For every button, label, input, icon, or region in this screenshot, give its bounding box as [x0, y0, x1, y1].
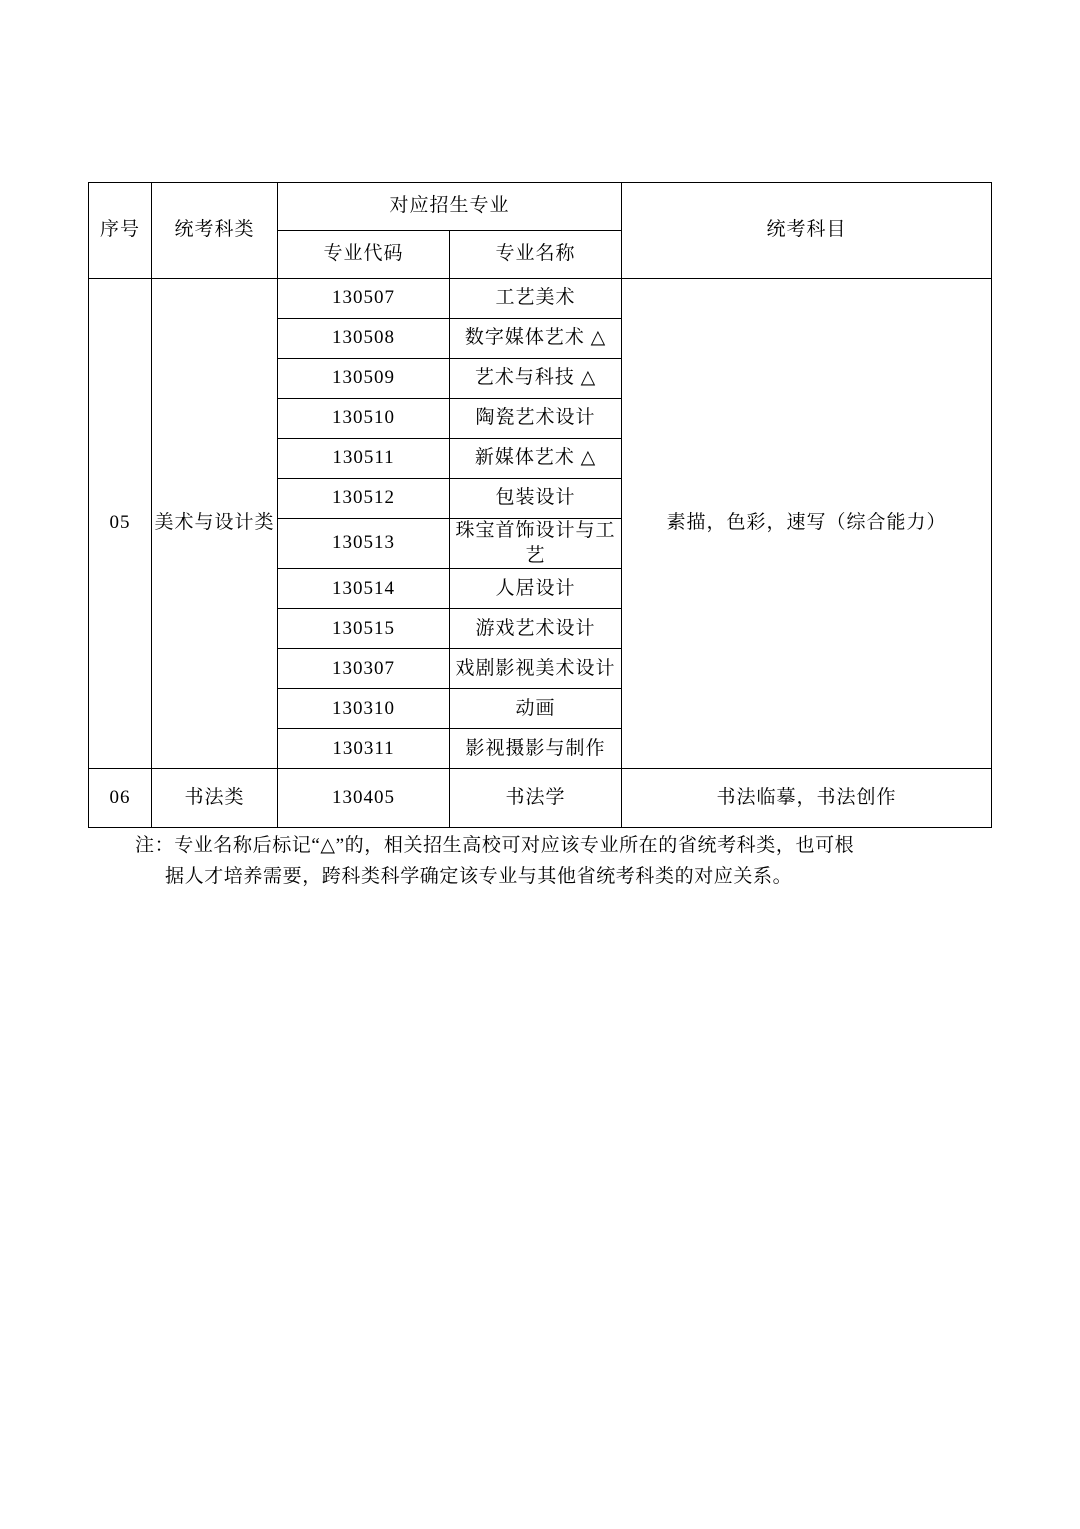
- row-major-name: 数字媒体艺术 △: [450, 319, 622, 359]
- row-category: 美术与设计类: [152, 279, 278, 769]
- row-major-code: 130307: [278, 649, 450, 689]
- table-note: [135, 830, 985, 893]
- row-major-code: 130512: [278, 479, 450, 519]
- row-major-name: 人居设计: [450, 569, 622, 609]
- row-major-code: 130510: [278, 399, 450, 439]
- table-row: [89, 769, 992, 828]
- row-major-name: 工艺美术: [450, 279, 622, 319]
- row-major-name: 陶瓷艺术设计: [450, 399, 622, 439]
- row-subject: 素描，色彩，速写（综合能力）: [622, 279, 992, 769]
- row-major-name: 动画: [450, 689, 622, 729]
- row-major-name: 游戏艺术设计: [450, 609, 622, 649]
- row-subject: 书法临摹，书法创作: [622, 769, 992, 828]
- row-major-name: 戏剧影视美术设计: [450, 649, 622, 689]
- table-row: [89, 279, 992, 319]
- header-seq: 序号: [89, 183, 152, 279]
- majors-table: [88, 182, 992, 828]
- row-major-name: 包装设计: [450, 479, 622, 519]
- header-group-majors: 对应招生专业: [278, 183, 622, 231]
- row-major-code: 130405: [278, 769, 450, 828]
- row-major-code: 130514: [278, 569, 450, 609]
- row-major-code: 130511: [278, 439, 450, 479]
- row-major-name: 艺术与科技 △: [450, 359, 622, 399]
- row-seq: 05: [89, 279, 152, 769]
- header-major-name: 专业名称: [450, 231, 622, 279]
- row-major-code: 130508: [278, 319, 450, 359]
- row-major-name: 影视摄影与制作: [450, 729, 622, 769]
- note-line-1: 注：专业名称后标记“△”的，相关招生高校可对应该专业所在的省统考科类，也可根: [135, 835, 855, 856]
- header-subject: 统考科目: [622, 183, 992, 279]
- row-seq: 06: [89, 769, 152, 828]
- header-major-code: 专业代码: [278, 231, 450, 279]
- header-category: 统考科类: [152, 183, 278, 279]
- row-major-code: 130515: [278, 609, 450, 649]
- table-header-row-1: [89, 183, 992, 231]
- row-major-name: 珠宝首饰设计与工艺: [450, 519, 622, 569]
- row-category: 书法类: [152, 769, 278, 828]
- note-line-2: 据人才培养需要，跨科类科学确定该专业与其他省统考科类的对应关系。: [165, 866, 793, 888]
- row-major-name: 新媒体艺术 △: [450, 439, 622, 479]
- row-major-code: 130311: [278, 729, 450, 769]
- row-major-code: 130310: [278, 689, 450, 729]
- row-major-code: 130507: [278, 279, 450, 319]
- row-major-name: 书法学: [450, 769, 622, 828]
- row-major-code: 130513: [278, 519, 450, 569]
- majors-table-container: [88, 182, 992, 828]
- row-major-code: 130509: [278, 359, 450, 399]
